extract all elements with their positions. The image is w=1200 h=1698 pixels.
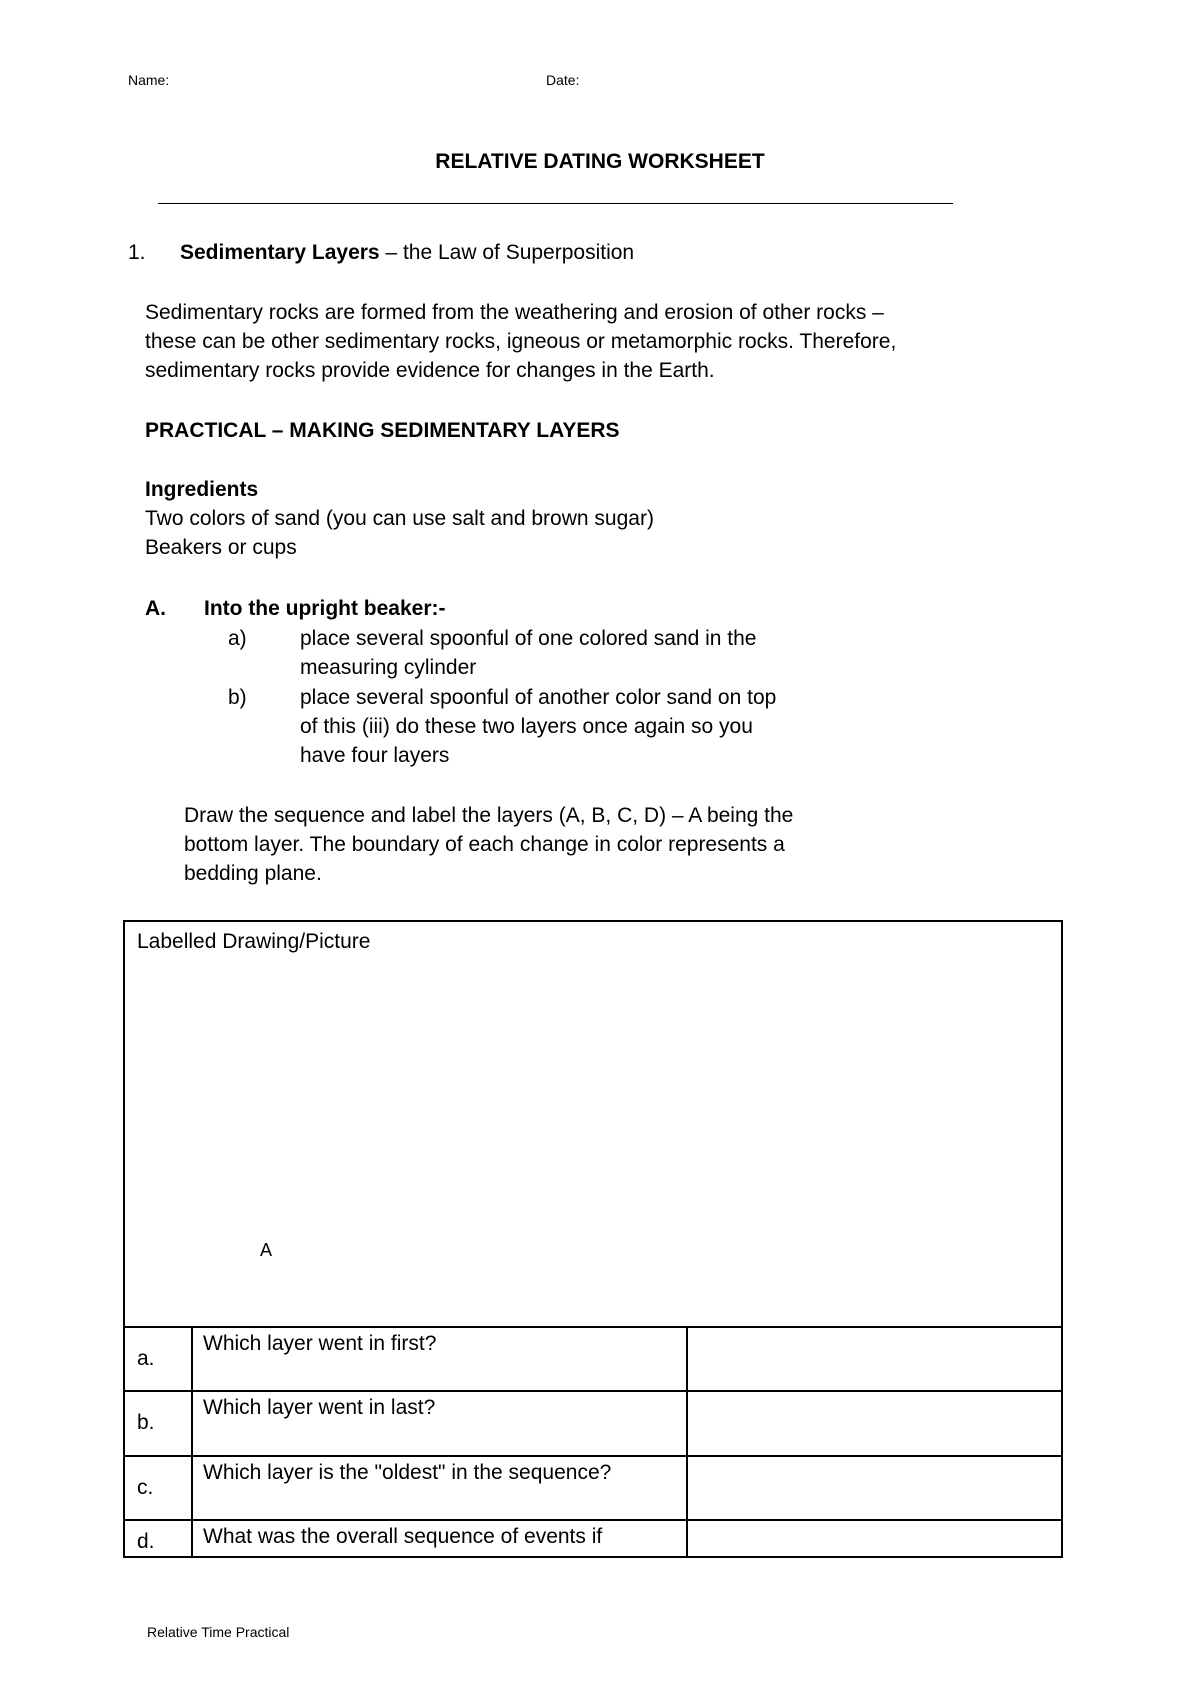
- column-divider: [191, 1326, 193, 1558]
- step-a-marker-b: b): [228, 686, 247, 709]
- row-question: Which layer went in first?: [203, 1332, 437, 1355]
- row-letter: a.: [137, 1347, 155, 1370]
- ingredient-item: Two colors of sand (you can use salt and brown sugar): [145, 507, 654, 530]
- instruction-line: bottom layer. The boundary of each change in color represents a: [184, 833, 785, 856]
- row-question: Which layer is the "oldest" in the sequence?: [203, 1461, 612, 1484]
- step-line: measuring cylinder: [300, 656, 477, 679]
- intro-line: Sedimentary rocks are formed from the weathering and erosion of other rocks –: [145, 301, 884, 324]
- section-heading: [180, 238, 634, 267]
- instruction-line: Draw the sequence and label the layers (A, B, C, D) – A being the: [184, 804, 794, 827]
- intro-line: these can be other sedimentary rocks, igneous or metamorphic rocks. Therefore,: [145, 330, 897, 353]
- answer-cell[interactable]: [688, 1328, 1061, 1390]
- step-a-item-b: [300, 683, 776, 770]
- instruction-line: bedding plane.: [184, 862, 322, 885]
- intro-line: sedimentary rocks provide evidence for changes in the Earth.: [145, 359, 715, 382]
- step-line: place several spoonful of one colored sand in the: [300, 627, 757, 650]
- row-letter: d.: [137, 1530, 155, 1553]
- intro-paragraph: [145, 298, 896, 385]
- step-a-letter: A.: [145, 597, 166, 620]
- row-letter: b.: [137, 1411, 155, 1434]
- step-line: of this (iii) do these two layers once again so you: [300, 715, 753, 738]
- page-footer: Relative Time Practical: [147, 1624, 290, 1640]
- ingredients-block: [145, 475, 654, 562]
- section-number: 1.: [128, 241, 146, 264]
- ingredients-heading: Ingredients: [145, 478, 259, 501]
- worksheet-table: [123, 920, 1063, 1558]
- section-heading-bold: Sedimentary Layers: [180, 241, 380, 264]
- row-letter: c.: [137, 1476, 154, 1499]
- title-underline: [158, 203, 953, 204]
- answer-cell[interactable]: [688, 1392, 1061, 1454]
- section-heading-rest: – the Law of Superposition: [379, 241, 635, 264]
- step-a-marker-a: a): [228, 627, 247, 650]
- step-a-item-a: [300, 624, 756, 682]
- step-a-heading: Into the upright beaker:-: [204, 597, 446, 620]
- ingredient-item: Beakers or cups: [145, 536, 297, 559]
- answer-cell[interactable]: [688, 1521, 1061, 1557]
- page-title: RELATIVE DATING WORKSHEET: [435, 150, 765, 173]
- date-label: Date:: [546, 72, 580, 88]
- practical-heading: PRACTICAL – MAKING SEDIMENTARY LAYERS: [145, 419, 620, 442]
- draw-instructions: [184, 801, 793, 888]
- row-question: What was the overall sequence of events if: [203, 1525, 603, 1548]
- drawing-area-label: Labelled Drawing/Picture: [137, 930, 371, 953]
- row-question: Which layer went in last?: [203, 1396, 436, 1419]
- drawing-mark: A: [260, 1240, 273, 1260]
- answer-cell[interactable]: [688, 1457, 1061, 1519]
- step-line: have four layers: [300, 744, 450, 767]
- name-label: Name:: [128, 72, 170, 88]
- step-line: place several spoonful of another color sand on top: [300, 686, 777, 709]
- drawing-area[interactable]: [125, 922, 1061, 1326]
